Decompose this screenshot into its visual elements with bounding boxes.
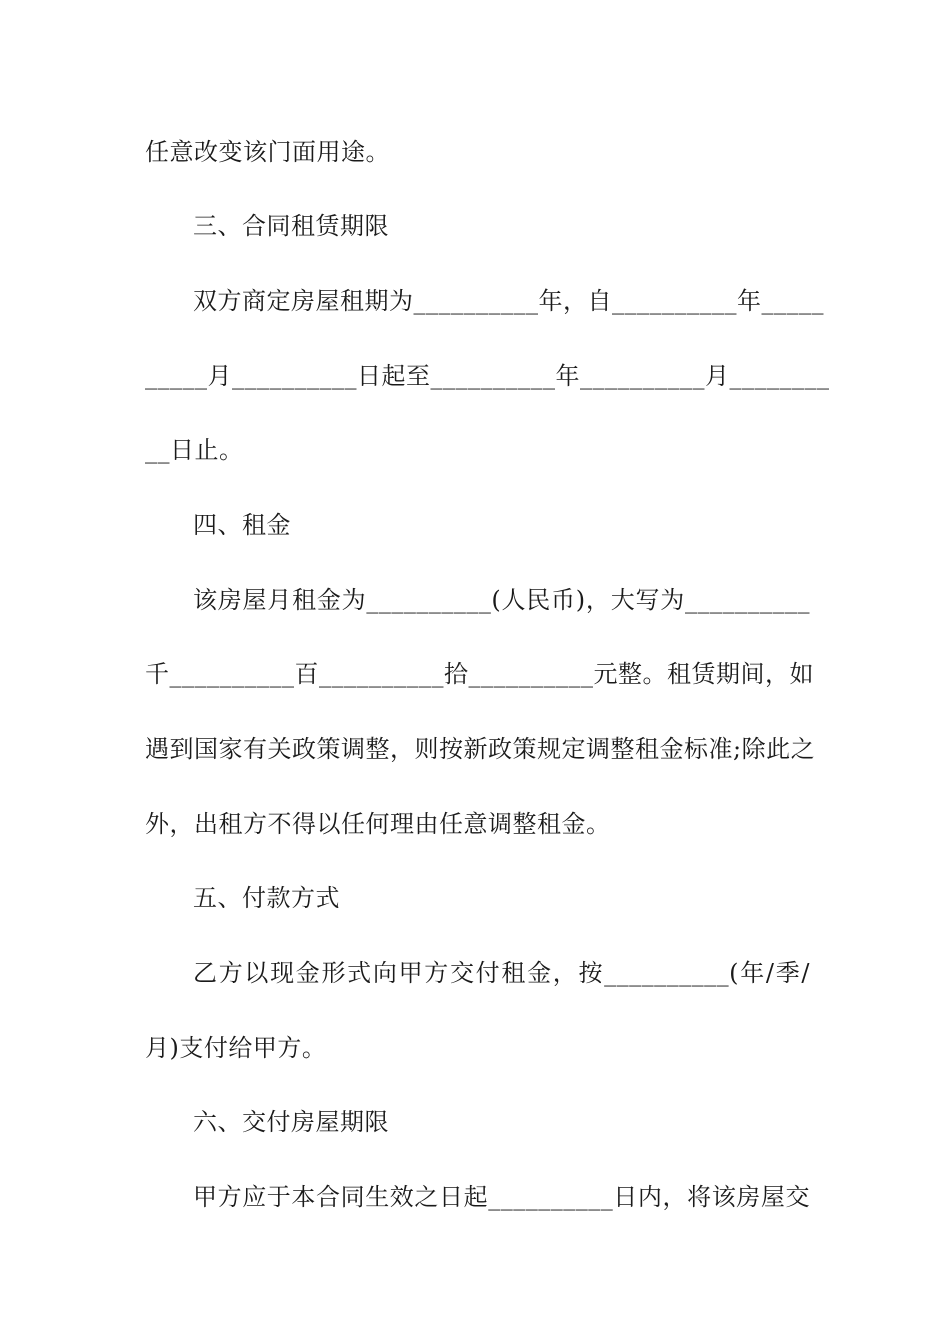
section-heading-rent: 四、租金 — [193, 511, 291, 539]
paragraph-line: 外，出租方不得以任何理由任意调整租金。 — [145, 810, 611, 838]
section-heading-lease-term: 三、合同租赁期限 — [193, 212, 389, 240]
paragraph-line: 任意改变该门面用途。 — [145, 138, 390, 166]
paragraph-line: 千__________百__________拾__________元整。租赁期间，如 — [145, 660, 814, 688]
paragraph-line: 该房屋月租金为__________(人民币)，大写为__________ — [193, 586, 810, 614]
paragraph-line: _____月__________日起至__________年__________月________ — [145, 362, 830, 390]
section-heading-payment: 五、付款方式 — [193, 884, 340, 912]
paragraph-line: 月)支付给甲方。 — [145, 1034, 327, 1062]
paragraph-line: 乙方以现金形式向甲方交付租金，按__________(年/季/ — [193, 959, 810, 987]
paragraph-line: __日止。 — [145, 436, 244, 464]
paragraph-line: 遇到国家有关政策调整，则按新政策规定调整租金标准;除此之 — [145, 735, 816, 763]
paragraph-line: 双方商定房屋租期为__________年，自__________年_____ — [193, 287, 824, 315]
section-heading-delivery: 六、交付房屋期限 — [193, 1108, 389, 1136]
paragraph-line: 甲方应于本合同生效之日起__________日内，将该房屋交 — [193, 1183, 810, 1211]
